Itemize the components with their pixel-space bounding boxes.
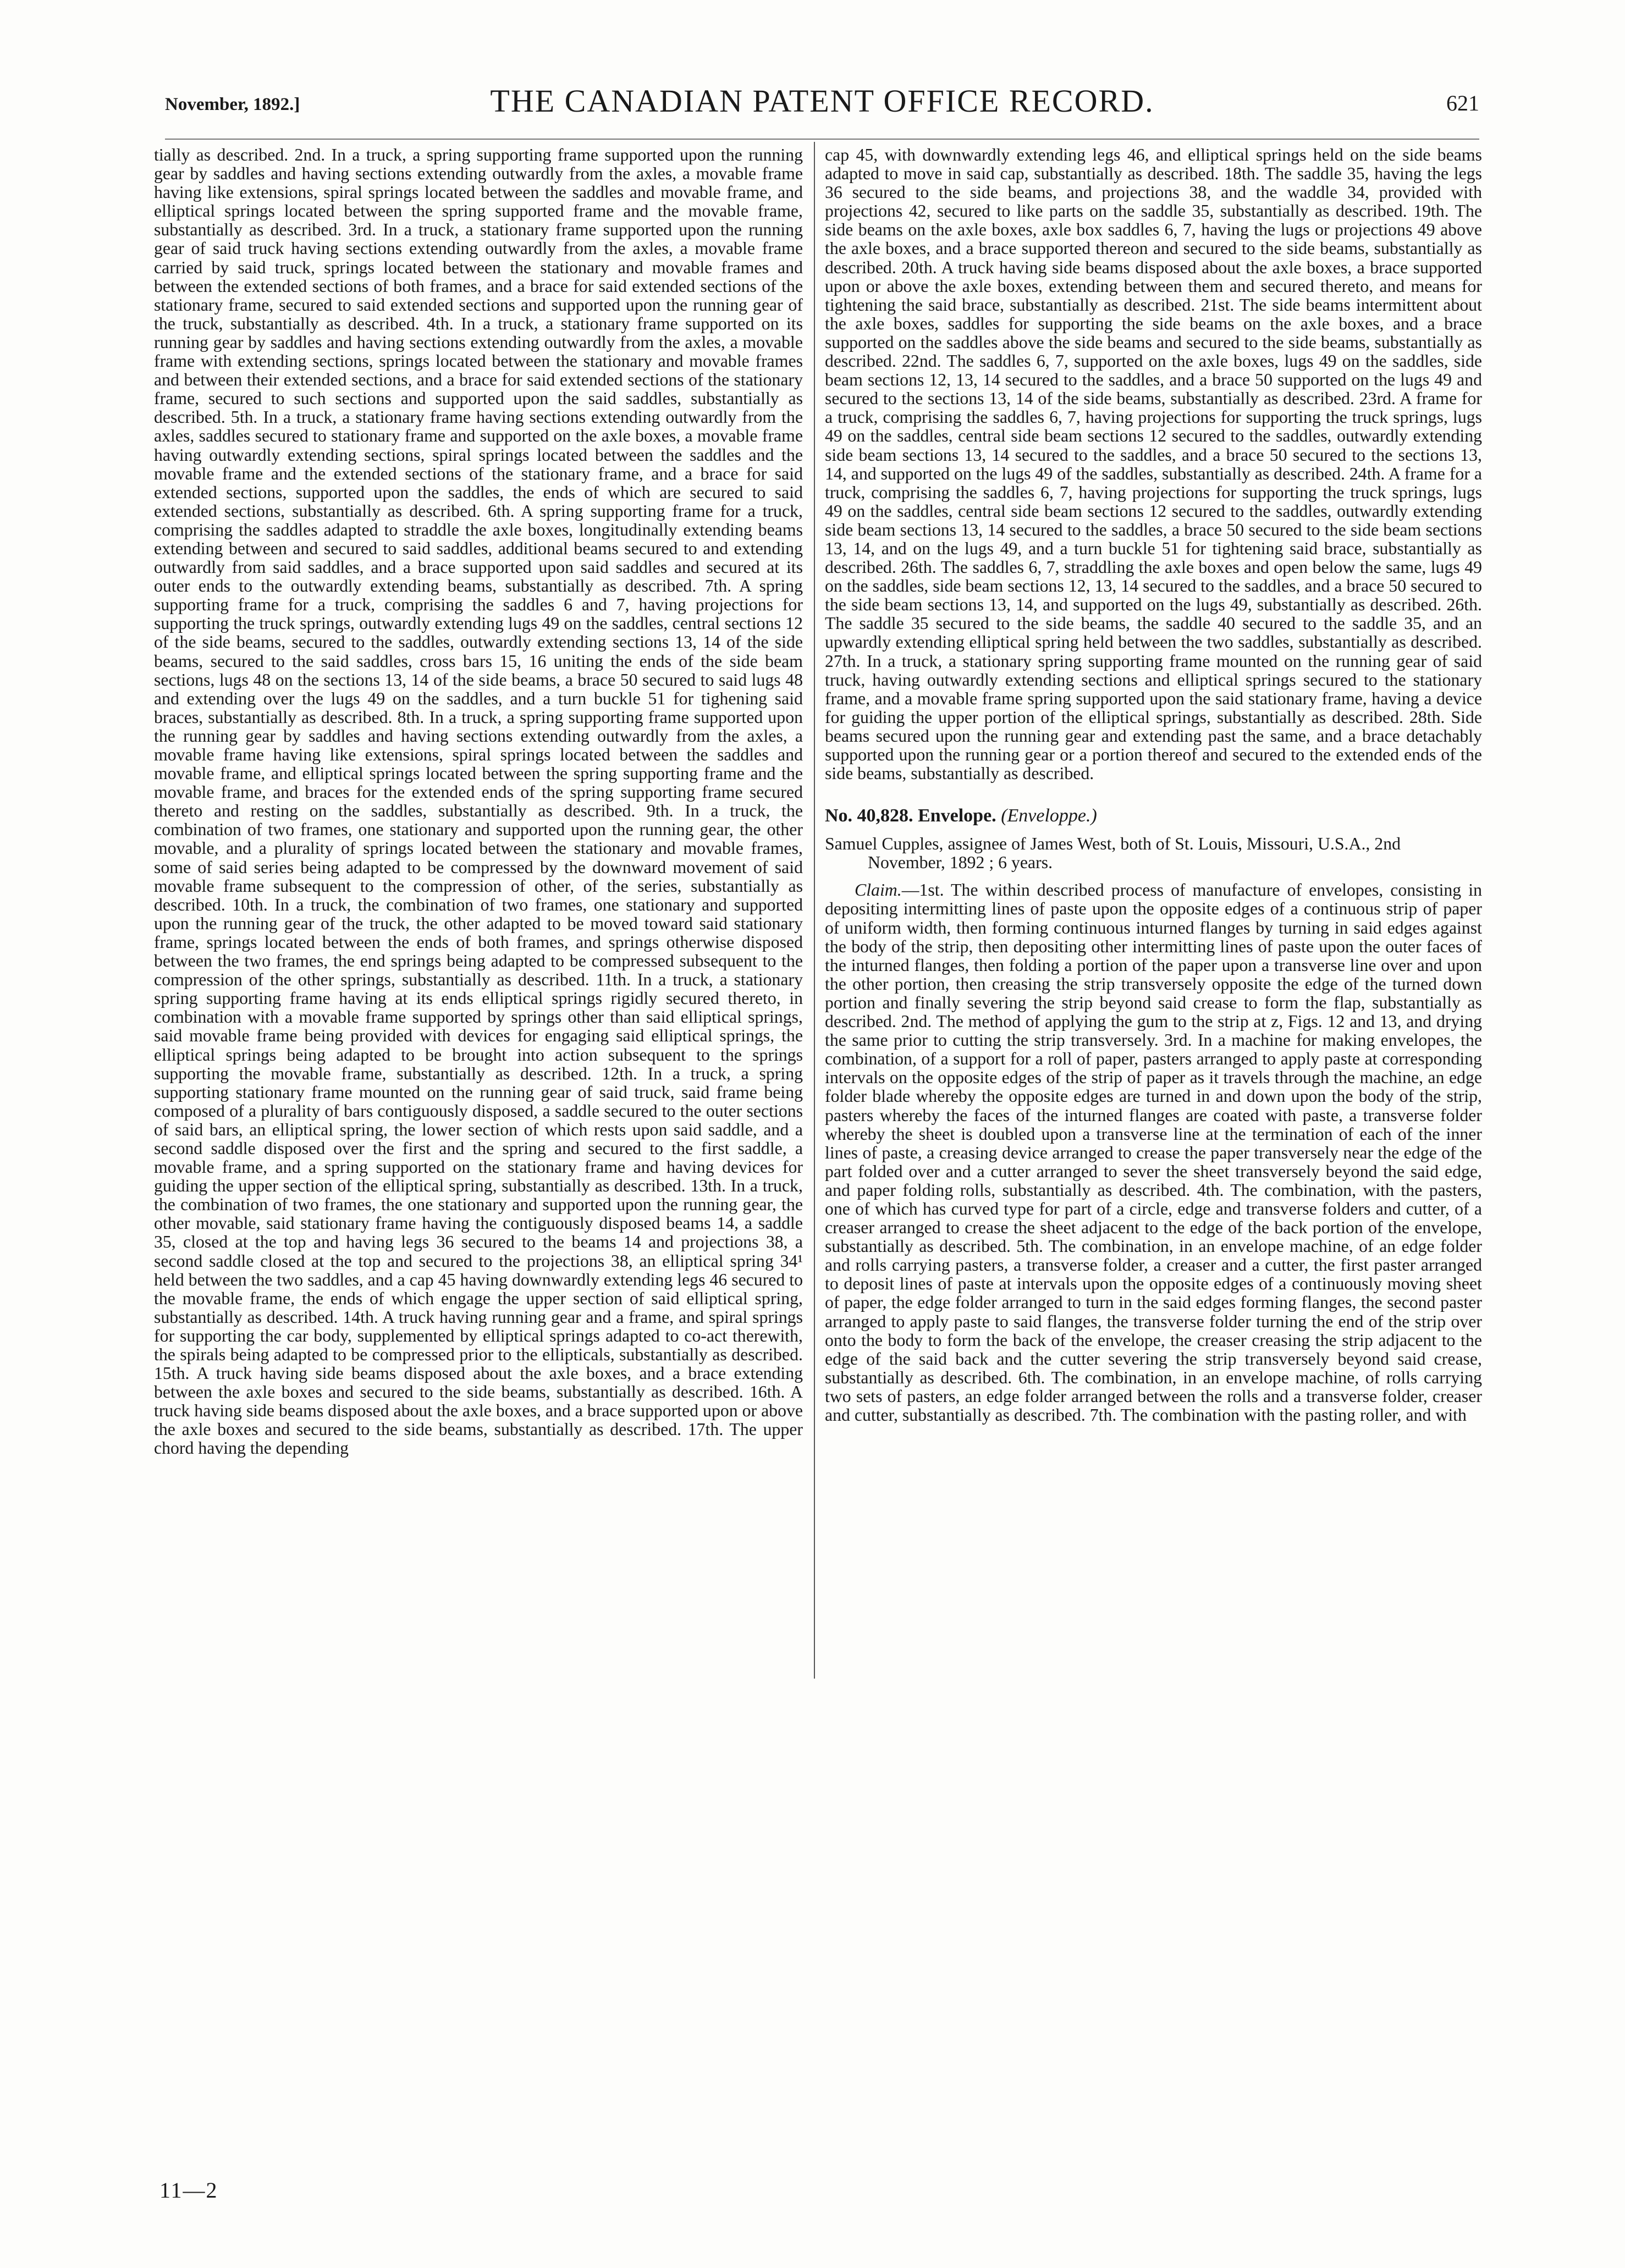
patent-entry-heading xyxy=(825,805,1482,827)
patentee-line: Samuel Cupples, assignee of James West, both of St. Louis, Missouri, U.S.A., 2nd November, 1892 ; 6 years. xyxy=(825,834,1401,873)
left-column-text: tially as described. 2nd. In a truck, a spring supporting frame supported upon the running gear by saddles and having sections extending outwardly from the axles, a movable frame having like extensions, spiral springs located between the saddles and movable frame, and elliptical springs located between the spring supported frame and the movable frame, substantially as described. 3rd. In a truck, a stationary frame supported upon the running gear of said truck having sections extending outwardly from the axles, a movable frame carried by said truck, springs located between the stationary and movable frames and between the extended sections of both frames, and a brace for said extended sections of the stationary frame, secured to said extended sections and supported upon the running gear of the truck, substantially as described. 4th. In a truck, a stationary frame supported on its running gear by saddles and having sections extending outwardly from the axles, a movable frame with extending sections, springs located between the stationary and movable frames and between their extended sections, and a brace for said extended sections of the stationary frame, secured to such sections and supported upon the said saddles, substantially as described. 5th. In a truck, a stationary frame having sections extending outwardly from the axles, saddles secured to stationary frame and supported on the axle boxes, a movable frame having outwardly extending sections, spiral springs located between the saddles and the movable frame and the extended sections of the stationary frame, and a brace for said extended sections, supported upon the saddles, the ends of which are secured to said extended sections, substantially as described. 6th. A spring supporting frame for a truck, comprising the saddles adapted to straddle the axle boxes, longitudinally extending beams extending between and secured to said saddles, additional beams secured to and extending outwardly from said saddles, and a brace supported upon said saddles and secured at its outer ends to the outwardly extending beams, substantially as described. 7th. A spring supporting frame for a truck, comprising the saddles 6 and 7, having projections for supporting the truck springs, outwardly extending lugs 49 on the saddles, central sections 12 of the side beams, secured to the saddles, outwardly extending sections 13, 14 of the side beams, secured to the said saddles, cross bars 15, 16 uniting the ends of the side beam sections, lugs 48 on the sections 13, 14 of the side beams, a brace 50 secured to said lugs 48 and extending over the lugs 49 on the saddles, and a turn buckle 51 for tighening said braces, substantially as described. 8th. In a truck, a spring supporting frame supported upon the running gear by saddles and having sections extending outwardly from the axles, a movable frame having like extensions, spiral springs located between the saddles and movable frame, and elliptical springs located between the spring supporting frame and the movable frame, and braces for the extended ends of the spring supporting frame secured thereto and resting on the saddles, substantially as described. 9th. In a truck, the combination of two frames, one stationary and supported upon the running gear, the other movable, and a plurality of springs located between the stationary and movable frames, some of said series being adapted to be compressed by the downward movement of said movable frame subsequent to the compression of other, of the series, substantially as described. 10th. In a truck, the combination of two frames, one stationary and supported upon the running gear of the truck, the other adapted to be moved toward said stationary frame, springs located between the ends of both frames, and springs otherwise disposed between the two frames, the end springs being adapted to be compressed subsequent to the compression of the other springs, substantially as described. 11th. In a truck, a stationary spring supporting frame having at its ends elliptical springs rigidly secured thereto, in combination with a movable frame supported by springs other than said elliptical springs, said movable frame being provided with devices for engaging said elliptical springs, the elliptical springs being adapted to be brought into action subsequent to the springs supporting the movable frame, substantially as described. 12th. In a truck, a spring supporting stationary frame mounted on the running gear of said truck, said frame being composed of a plurality of bars contiguously disposed, a saddle secured to the outer sections of said bars, an elliptical spring, the lower section of which rests upon said saddle, and a second saddle disposed over the first and the spring and secured to the first saddle, a movable frame, and a spring supported on the stationary frame and having devices for guiding the upper section of the elliptical spring, substantially as described. 13th. In a truck, the combination of two frames, the one stationary and supported upon the running gear, the other movable, said stationary frame having the contiguously disposed beams 14, a saddle 35, closed at the top and having legs 36 secured to the beams 14 and projections 38, a second saddle closed at the top and secured to the projections 38, an elliptical spring 34¹ held between the two saddles, and a cap 45 having downwardly extending legs 46 secured to the movable frame, the ends of which engage the upper section of said elliptical spring, substantially as described. 14th. A truck having running gear and a frame, and spiral springs for supporting the car body, supplemented by elliptical springs adapted to co-act therewith, the spirals being adapted to be compressed prior to the ellipticals, substantially as described. 15th. A truck having side beams disposed about the axle boxes, and a brace extending between the axle boxes and secured to the side beams, substantially as described. 16th. A truck having side beams disposed about the axle boxes, and a brace supported upon or above the axle boxes and secured to the side beams, substantially as described. 17th. The upper chord having the depending xyxy=(154,145,803,1458)
page-header xyxy=(165,82,1479,132)
right-column-continuation: cap 45, with downwardly extending legs 46, and elliptical springs held on the side beams adapted to move in said cap, substantially as described. 18th. The saddle 35, having the legs 36 secured to the side beams, and projections 38, and the waddle 34, provided with projections 42, secured to like parts on the saddle 35, substantially as described. 19th. The side beams on the axle boxes, axle box saddles 6, 7, having the lugs or projections 49 above the axle boxes, and a brace supported thereon and secured to the side beams, substantially as described. 20th. A truck having side beams disposed about the axle boxes, a brace supported upon or above the axle boxes, extending between them and secured thereto, and means for tightening the said brace, substantially as described. 21st. The side beams intermittent about the axle boxes, saddles for supporting the side beams on the axle boxes, and a brace supported on the saddles above the side beams and secured to the side beams, substantially as described. 22nd. The saddles 6, 7, supported on the axle boxes, lugs 49 on the saddles, side beam sections 12, 13, 14 secured to the saddles, and a brace 50 supported on the lugs 49 and secured to the sections 13, 14 of the side beams, substantially as described. 23rd. A frame for a truck, comprising the saddles 6, 7, having projections for supporting the truck springs, lugs 49 on the saddles, central side beam sections 12 secured to the saddles, outwardly extending side beam sections 13, 14 secured to the saddles, and a brace 50 secured to the sections 13, 14, and supported on the lugs 49 of the saddles, substantially as described. 24th. A frame for a truck, comprising the saddles 6, 7, having projections for supporting the truck springs, lugs 49 on the saddles, central side beam sections 12 secured to the saddles, outwardly extending side beam sections 13, 14 secured to the saddles, a brace 50 secured to the side beam sections 13, 14, and on the lugs 49, and a turn buckle 51 for tightening said brace, substantially as described. 26th. The saddles 6, 7, straddling the axle boxes and open below the same, lugs 49 on the saddles, side beam sections 12, 13, 14 secured to the saddles, and a brace 50 secured to the side beam sections 13, 14, and supported on the lugs 49, substantially as described. 26th. The saddle 35 secured to the side beams, the saddle 40 secured to the saddle 35, and an upwardly extending elliptical spring held between the two saddles, substantially as described. 27th. In a truck, a stationary spring supporting frame mounted on the running gear of said truck, having outwardly extending sections and elliptical springs secured to the stationary frame, and a movable frame spring supported upon the said stationary frame, having a device for guiding the upper portion of the elliptical springs, substantially as described. 28th. Side beams secured upon the running gear and extending past the same, and a brace detachably supported upon the running gear or a portion thereof and secured to the extended ends of the side beams, substantially as described. xyxy=(825,145,1482,783)
signature-mark: 11—2 xyxy=(159,2178,218,2203)
header-rule xyxy=(165,139,1479,140)
claim-label: Claim. xyxy=(855,880,902,900)
left-column xyxy=(154,146,803,1458)
journal-title: THE CANADIAN PATENT OFFICE RECORD. xyxy=(490,83,1154,119)
patent-number: No. 40,828. xyxy=(825,805,913,826)
header-date: November, 1892.] xyxy=(165,95,300,114)
patent-title: Envelope. xyxy=(918,805,996,826)
column-divider xyxy=(814,142,815,1679)
claim-paragraph xyxy=(825,881,1482,1425)
claim-text: —1st. The within described process of manufacture of envelopes, consisting in depositing intermitting lines of paste upon the opposite edges of a continuous strip of paper of uniform width, then forming continuous inturned flanges by turning in said edges against the body of the strip, then depositing other intermitting lines of paste upon the outer faces of the inturned flanges, then folding a portion of the paper upon a transverse line over and upon the other portion, then creasing the strip transversely opposite the edge of the turned down portion and finally severing the strip beyond said crease to form the flap, substantially as described. 2nd. The method of applying the gum to the strip at z, Figs. 12 and 13, and drying the same prior to cutting the strip transversely. 3rd. In a machine for making envelopes, the combination, of a support for a roll of paper, pasters arranged to apply paste at corresponding intervals on the opposite edges of the strip of paper as it travels through the machine, an edge folder blade whereby the opposite edges are turned in and down upon the body of the strip, pasters whereby the faces of the inturned flanges are coated with paste, a transverse folder whereby the sheet is doubled upon a transverse line at the termination of each of the inner lines of paste, a creasing device arranged to crease the paper transversely near the edge of the part folded over and a cutter arranged to sever the sheet transversely beyond the said edge, and paper folding rolls, substantially as described. 4th. The combination, with the pasters, one of which has curved type for part of a circle, edge and transverse folders and cutter, of a creaser arranged to crease the sheet adjacent to the edge of the back portion of the envelope, substantially as described. 5th. The combination, in an envelope machine, of an edge folder and rolls carrying pasters, a transverse folder, a creaser and a cutter, the first paster arranged to deposit lines of paste at intervals upon the opposite edges of a continuously moving sheet of paper, the edge folder arranged to turn in the said edges forming flanges, the second paster arranged to apply paste to said flanges, the transverse folder turning the end of the strip over onto the body to form the back of the envelope, the creaser creasing the strip adjacent to the edge of the said back and the cutter severing the strip transversely beyond said crease, substantially as described. 6th. The combination, in an envelope machine, of rolls carrying two sets of pasters, an edge folder arranged between the rolls and a transverse folder, creaser and cutter, substantially as described. 7th. The combination with the pasting roller, and with xyxy=(825,880,1482,1425)
page-number: 621 xyxy=(1446,91,1479,115)
right-column xyxy=(825,146,1482,1425)
patent-french-title: (Enveloppe.) xyxy=(1001,805,1097,826)
